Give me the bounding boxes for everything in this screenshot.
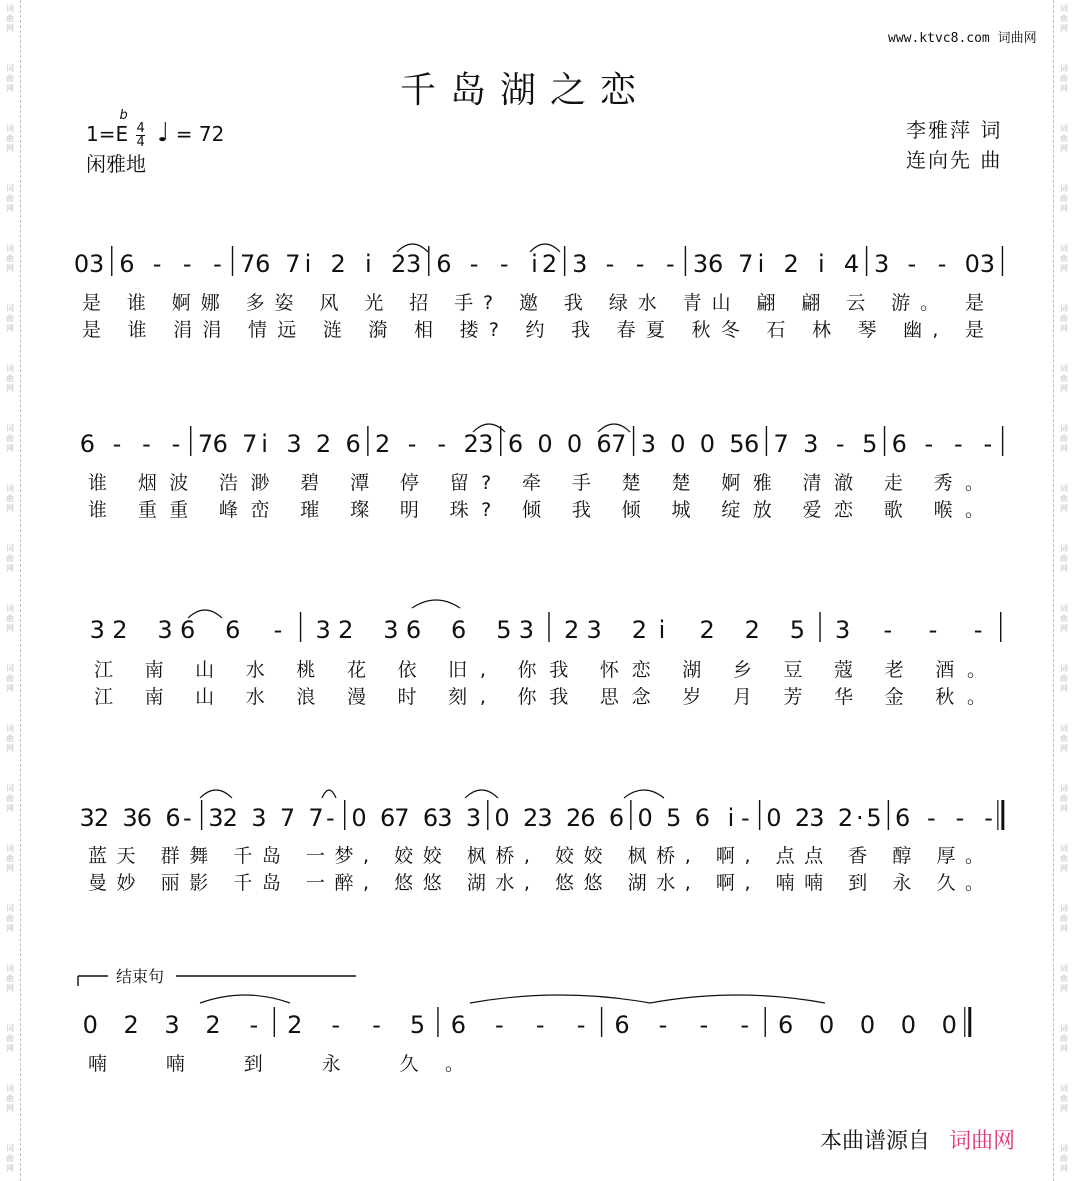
note: i [757, 250, 765, 278]
note: 6 [79, 430, 96, 458]
dash-note: - [937, 250, 947, 278]
note: 3 [537, 804, 553, 832]
side-watermark: 词 曲 网 [6, 304, 14, 333]
side-watermark: 词 曲 网 [1060, 544, 1068, 573]
lyric-line: 曼妙 丽影 千岛 一醉, 悠悠 湖水, 悠悠 湖水, 啊, 喃喃 到 永 久。 [88, 872, 988, 894]
dash-note: - [499, 250, 509, 278]
dash-note: - [469, 250, 479, 278]
note: 6 [891, 430, 907, 458]
note: 6 [422, 804, 439, 832]
slur [465, 790, 498, 798]
time-top: 4 [136, 121, 145, 136]
side-watermark: 词 曲 网 [1060, 184, 1068, 213]
side-watermark: 词 曲 网 [1060, 724, 1068, 753]
time-bottom: 4 [136, 135, 145, 150]
dash-note: - [152, 250, 162, 278]
note: 2 [315, 430, 332, 458]
side-watermark: 词 曲 网 [6, 784, 14, 813]
note: 3 [692, 250, 709, 278]
side-watermark: 词 曲 网 [6, 244, 14, 273]
key-letter: E [115, 122, 129, 146]
lyric-line: 喃 喃 到 永 久。 [88, 1053, 468, 1075]
lyric-line: 江 南 山 水 桃 花 依 旧, 你我 怀恋 湖 乡 豆 蔻 老 酒。 [94, 659, 990, 681]
note: 6 [179, 616, 196, 644]
note: 0 [818, 1011, 835, 1039]
note: i [658, 616, 666, 644]
note: 2 [837, 804, 854, 832]
side-watermark: 词 曲 网 [6, 904, 14, 933]
note: 6 [165, 804, 181, 832]
note: 3 [437, 804, 453, 832]
note: 0 [73, 250, 90, 278]
dash-note: - [171, 430, 181, 458]
dash-note: - [983, 430, 993, 458]
dash-note: - [112, 430, 122, 458]
dash-note: - [576, 1011, 586, 1039]
note: 0 [351, 804, 367, 832]
dash-note: - [249, 1011, 259, 1039]
dash-note: - [605, 250, 615, 278]
dash-note: - [973, 616, 983, 644]
note: 2 [523, 804, 539, 832]
note: 6 [596, 430, 612, 458]
note: 3 [122, 804, 138, 832]
side-watermark: 词 曲 网 [1060, 1144, 1068, 1173]
note: 3 [157, 616, 173, 644]
side-watermark: 词 曲 网 [1060, 604, 1068, 633]
note: 2 [783, 250, 799, 278]
note: 3 [586, 616, 602, 644]
dash-note: - [535, 1011, 545, 1039]
note: · [855, 804, 864, 832]
note: 7 [611, 430, 627, 458]
side-watermark: 词 曲 网 [1060, 304, 1068, 333]
note: i [365, 250, 372, 278]
dash-note: - [926, 804, 936, 832]
note: 6 [580, 804, 596, 832]
note: 2 [463, 430, 479, 458]
note: 7 [308, 804, 324, 832]
side-watermark: 词 曲 网 [1060, 424, 1068, 453]
note: 5 [729, 430, 745, 458]
note: 2 [287, 1011, 303, 1039]
side-watermark: 词 曲 网 [1060, 844, 1068, 873]
note: 6 [379, 804, 396, 832]
note: 0 [941, 1011, 957, 1039]
note: 2 [222, 804, 238, 832]
note: 3 [478, 430, 494, 458]
side-watermark: 词 曲 网 [6, 844, 14, 873]
note: 3 [406, 250, 422, 278]
note: 2 [374, 430, 391, 458]
note: 7 [242, 430, 258, 458]
quarter-note-icon: ♩ [157, 118, 170, 148]
note: 3 [809, 804, 825, 832]
source-text: 本曲谱源自 [820, 1129, 931, 1154]
note: 2 [631, 616, 647, 644]
note: i [727, 804, 735, 832]
dash-note: - [407, 430, 417, 458]
note: 3 [383, 616, 399, 644]
note: 5 [496, 616, 512, 644]
note: 0 [859, 1011, 876, 1039]
note: 0 [766, 804, 782, 832]
note: i [817, 250, 825, 278]
note: 6 [895, 804, 911, 832]
note: i [261, 430, 268, 458]
note: 0 [537, 430, 553, 458]
note: 3 [89, 616, 105, 644]
side-watermark: 词 曲 网 [1060, 1084, 1068, 1113]
note: 2 [205, 1011, 221, 1039]
note: 3 [286, 430, 302, 458]
side-watermark: 词 曲 网 [6, 424, 14, 453]
dash-note: - [331, 1011, 341, 1039]
note: 2 [563, 616, 580, 644]
note: 6 [694, 804, 711, 832]
note: 0 [82, 1011, 98, 1039]
dash-note: - [658, 1011, 668, 1039]
dash-note: - [326, 804, 335, 832]
note: 6 [614, 1011, 630, 1039]
dash-note: - [437, 430, 447, 458]
note: 2 [565, 804, 582, 832]
note: 6 [212, 430, 228, 458]
side-watermark: 词 曲 网 [6, 4, 14, 33]
site-name-text: 词曲网 [997, 31, 1037, 46]
note: 6 [119, 250, 135, 278]
side-watermark: 词 曲 网 [6, 1144, 14, 1173]
slur [650, 995, 825, 1003]
tempo-value: = 72 [175, 122, 225, 146]
dash-note: - [182, 804, 192, 832]
note: 5 [666, 804, 682, 832]
note: 6 [778, 1011, 794, 1039]
side-watermark: 词 曲 网 [1060, 244, 1068, 273]
note: 3 [640, 430, 656, 458]
lyric-line: 江 南 山 水 浪 漫 时 刻, 你我 思念 岁 月 芳 华 金 秋。 [94, 686, 990, 708]
note: 6 [507, 430, 524, 458]
side-watermark: 词 曲 网 [1060, 664, 1068, 693]
note: 3 [251, 804, 267, 832]
side-watermark: 词 曲 网 [6, 1024, 14, 1053]
note: 5 [866, 804, 882, 832]
note: 3 [164, 1011, 180, 1039]
note: 2 [390, 250, 407, 278]
dash-note: - [883, 616, 893, 644]
dash-note: - [273, 616, 283, 644]
side-watermark: 词 曲 网 [6, 64, 14, 93]
side-watermark: 词 曲 网 [6, 124, 14, 153]
note: 3 [979, 250, 995, 278]
note: 3 [315, 616, 331, 644]
note: 7 [279, 804, 296, 832]
note: 3 [572, 250, 588, 278]
side-watermark: 词 曲 网 [1060, 484, 1068, 513]
note: 5 [862, 430, 878, 458]
slur [200, 995, 290, 1003]
dash-note: - [635, 250, 645, 278]
slur [200, 790, 232, 798]
note: 6 [255, 250, 271, 278]
note: 3 [89, 250, 105, 278]
note: 2 [112, 616, 128, 644]
side-watermark: 词 曲 网 [1060, 1024, 1068, 1053]
note: 6 [345, 430, 361, 458]
note: 2 [338, 616, 354, 644]
note: 2 [330, 250, 346, 278]
brand-link[interactable]: 词曲网 [949, 1129, 1016, 1154]
note: 6 [451, 616, 467, 644]
lyric-line: 蓝天 群舞 千岛 一梦, 姣姣 枫桥, 姣姣 枫桥, 啊, 点点 香 醇 厚。 [88, 845, 988, 867]
site-url-text: www.ktvc8.com [888, 31, 990, 46]
composer-credit: 连向先 曲 [906, 148, 1003, 172]
slur [322, 790, 336, 798]
note: 5 [409, 1011, 426, 1039]
note: 2 [744, 616, 760, 644]
note: 3 [803, 430, 819, 458]
note: 7 [239, 250, 256, 278]
side-watermark: 词 曲 网 [1060, 784, 1068, 813]
note: 7 [738, 250, 754, 278]
side-watermark: 词 曲 网 [1060, 964, 1068, 993]
dash-note: - [907, 250, 917, 278]
side-watermark: 词 曲 网 [6, 1084, 14, 1113]
slur [412, 600, 460, 608]
note: 6 [405, 616, 422, 644]
note: 3 [208, 804, 224, 832]
note: 7 [197, 430, 214, 458]
note: 3 [518, 616, 535, 644]
note: 0 [494, 804, 510, 832]
note: 6 [225, 616, 241, 644]
song-title: 千岛湖之恋 [400, 70, 651, 111]
dash-note: - [182, 250, 192, 278]
lyric-line: 谁 重重 峰峦 璀 璨 明 珠? 倾 我 倾 城 绽放 爱恋 歌 喉。 [88, 499, 988, 521]
note: 6 [608, 804, 625, 832]
note: 2 [699, 616, 715, 644]
source-credit [820, 1124, 1015, 1155]
side-watermark: 词 曲 网 [6, 964, 14, 993]
dash-note: - [699, 1011, 709, 1039]
note: 6 [450, 1011, 467, 1039]
note: 3 [874, 250, 890, 278]
note: 6 [744, 430, 760, 458]
dash-note: - [955, 804, 965, 832]
note: 2 [123, 1011, 139, 1039]
dash-note: - [740, 1011, 750, 1039]
section-label: 结束句 [116, 967, 165, 986]
dash-note: - [494, 1011, 504, 1039]
dash-note: - [953, 430, 963, 458]
slur [624, 790, 664, 798]
dash-note: - [984, 804, 993, 832]
side-watermark: 词 曲 网 [1060, 4, 1068, 33]
note: i [531, 250, 538, 278]
note: 2 [794, 804, 811, 832]
side-watermark: 词 曲 网 [6, 664, 14, 693]
lyricist-credit: 李雅萍 词 [906, 118, 1003, 142]
slur [470, 995, 650, 1003]
dash-note: - [740, 804, 750, 832]
dash-note: - [924, 430, 934, 458]
dash-note: - [835, 430, 845, 458]
note: 7 [285, 250, 301, 278]
side-watermark: 词 曲 网 [6, 484, 14, 513]
note: 2 [93, 804, 110, 832]
side-watermark: 词 曲 网 [6, 544, 14, 573]
note: 3 [79, 804, 95, 832]
key-prefix: 1= [86, 122, 116, 146]
note: 0 [637, 804, 653, 832]
note: 7 [773, 430, 789, 458]
note: 0 [900, 1011, 917, 1039]
note: 5 [789, 616, 806, 644]
side-watermark: 词 曲 网 [1060, 64, 1068, 93]
side-watermark: 词 曲 网 [1060, 364, 1068, 393]
note: 6 [436, 250, 452, 278]
note: i [304, 250, 312, 278]
dash-note: - [665, 250, 675, 278]
dash-note: - [142, 430, 151, 458]
flat-sign: b [119, 108, 128, 123]
lyric-line: 是 谁 涓涓 情远 涟 漪 相 搂? 约 我 春夏 秋冬 石 林 琴 幽, 是 [82, 319, 988, 341]
side-watermark: 词 曲 网 [6, 184, 14, 213]
side-watermark: 词 曲 网 [6, 724, 14, 753]
note: 6 [136, 804, 153, 832]
note: 0 [566, 430, 583, 458]
dash-note: - [928, 616, 938, 644]
lyric-line: 是 谁 婀娜 多姿 风 光 招 手? 邀 我 绿水 青山 翩 翩 云 游。 是 [82, 292, 989, 314]
note: 0 [964, 250, 980, 278]
note: 3 [465, 804, 482, 832]
expression-mark: 闲雅地 [86, 152, 146, 176]
note: 0 [699, 430, 716, 458]
note: 0 [670, 430, 686, 458]
note: 3 [834, 616, 851, 644]
note: 7 [394, 804, 410, 832]
side-watermark: 词 曲 网 [6, 364, 14, 393]
side-watermark: 词 曲 网 [1060, 904, 1068, 933]
note: 2 [541, 250, 558, 278]
lyric-line: 谁 烟波 浩渺 碧 潭 停 留? 牵 手 楚 楚 婀雅 清澈 走 秀。 [88, 472, 988, 494]
side-watermark: 词 曲 网 [6, 604, 14, 633]
dash-note: - [372, 1011, 381, 1039]
side-watermark: 词 曲 网 [1060, 124, 1068, 153]
dash-note: - [213, 250, 222, 278]
note: 6 [707, 250, 724, 278]
note: 4 [843, 250, 860, 278]
